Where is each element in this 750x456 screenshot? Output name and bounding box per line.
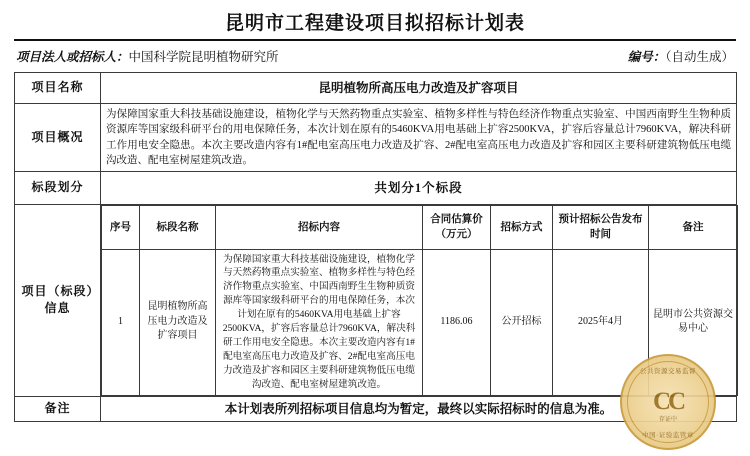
cell-method: 公开招标 (491, 249, 553, 395)
table-row-section (15, 172, 737, 205)
section-value: 共划分1个标段 (101, 172, 737, 205)
section-label: 标段划分 (15, 172, 101, 205)
owner-value: 中国科学院昆明植物研究所 (128, 50, 279, 64)
overview-value: 为保障国家重大科技基础设施建设，植物化学与天然药物重点实验室、植物多样性与特色经济作物重点实验室、中国西南野生生物种质资源库等国家级科研平台的用电保障任务，本次计划在原有的5460KVA用电基础上扩容2500KVA，扩容后容量总计7960KVA，解决科研工作用电安全隐患。本次主要改造内容有1#配电室高压电力改造及扩容、2#配电室高压电力改造及扩容和园区主要科研建筑物低压电缆沟改造、配电室树屋建筑改造。 (101, 104, 737, 172)
seal-bottom-text: 中国·证验监管章 (642, 432, 694, 439)
project-name-label: 项目名称 (15, 73, 101, 104)
column-header-name: 标段名称 (140, 206, 216, 249)
column-header-method: 招标方式 (491, 206, 553, 249)
owner-field (16, 47, 279, 65)
title-divider (14, 39, 736, 41)
column-header-index: 序号 (102, 206, 140, 249)
cell-amount: 1186.06 (423, 249, 491, 395)
number-field (628, 47, 734, 65)
seal-sub-text: 存证中 (658, 417, 677, 423)
column-header-amount: 合同估算价（万元） (423, 206, 491, 249)
owner-label: 项目法人或招标人： (16, 50, 129, 64)
column-header-content: 招标内容 (216, 206, 423, 249)
remark-label: 备注 (15, 396, 101, 421)
meta-row (16, 47, 734, 65)
table-row-project-name (15, 73, 737, 104)
cell-time: 2025年4月 (553, 249, 649, 395)
seal-top-text: 公共资源交易监督 (640, 368, 696, 375)
cell-remark: 昆明市公共资源交易中心 (649, 249, 738, 395)
cell-content: 为保障国家重大科技基础设施建设，植物化学与天然药物重点实验室、植物多样性与特色经济作物重点实验室、中国西南野生生物种质资源库等国家级科研平台的用电保障任务，本次计划在原有的5460KVA用电基础上扩容2500KVA，扩容后容量总计7960KVA，解决科研工作用电安全隐患。本次主要改造内容有1#配电室高压电力改造及扩容、2#配电室高压电力改造及扩容和园区主要科研建筑物低压电缆沟改造、配电室树屋建筑改造。 (216, 249, 423, 395)
lot-table-header-row (102, 206, 738, 249)
column-header-time: 预计招标公告发布时间 (553, 206, 649, 249)
page-title: 昆明市工程建设项目拟招标计划表 (224, 13, 525, 34)
number-value: （自动生成） (665, 50, 734, 64)
cell-index: 1 (102, 249, 140, 395)
cell-name: 昆明植物所高压电力改造及扩容项目 (140, 249, 216, 395)
overview-label: 项目概况 (15, 104, 101, 172)
official-seal-stamp (620, 354, 716, 450)
seal-ring (627, 361, 709, 443)
project-name-value: 昆明植物所高压电力改造及扩容项目 (101, 73, 737, 104)
seal-center-text: CC (652, 388, 684, 415)
info-label (15, 205, 101, 397)
remark-value: 本计划表所列招标项目信息均为暂定，最终以实际招标时的信息为准。 (101, 396, 737, 421)
table-row-overview (15, 104, 737, 172)
number-label: 编号： (627, 50, 666, 64)
info-label-text: 项目（标段）信息 (21, 283, 94, 316)
column-header-remark: 备注 (649, 206, 738, 249)
